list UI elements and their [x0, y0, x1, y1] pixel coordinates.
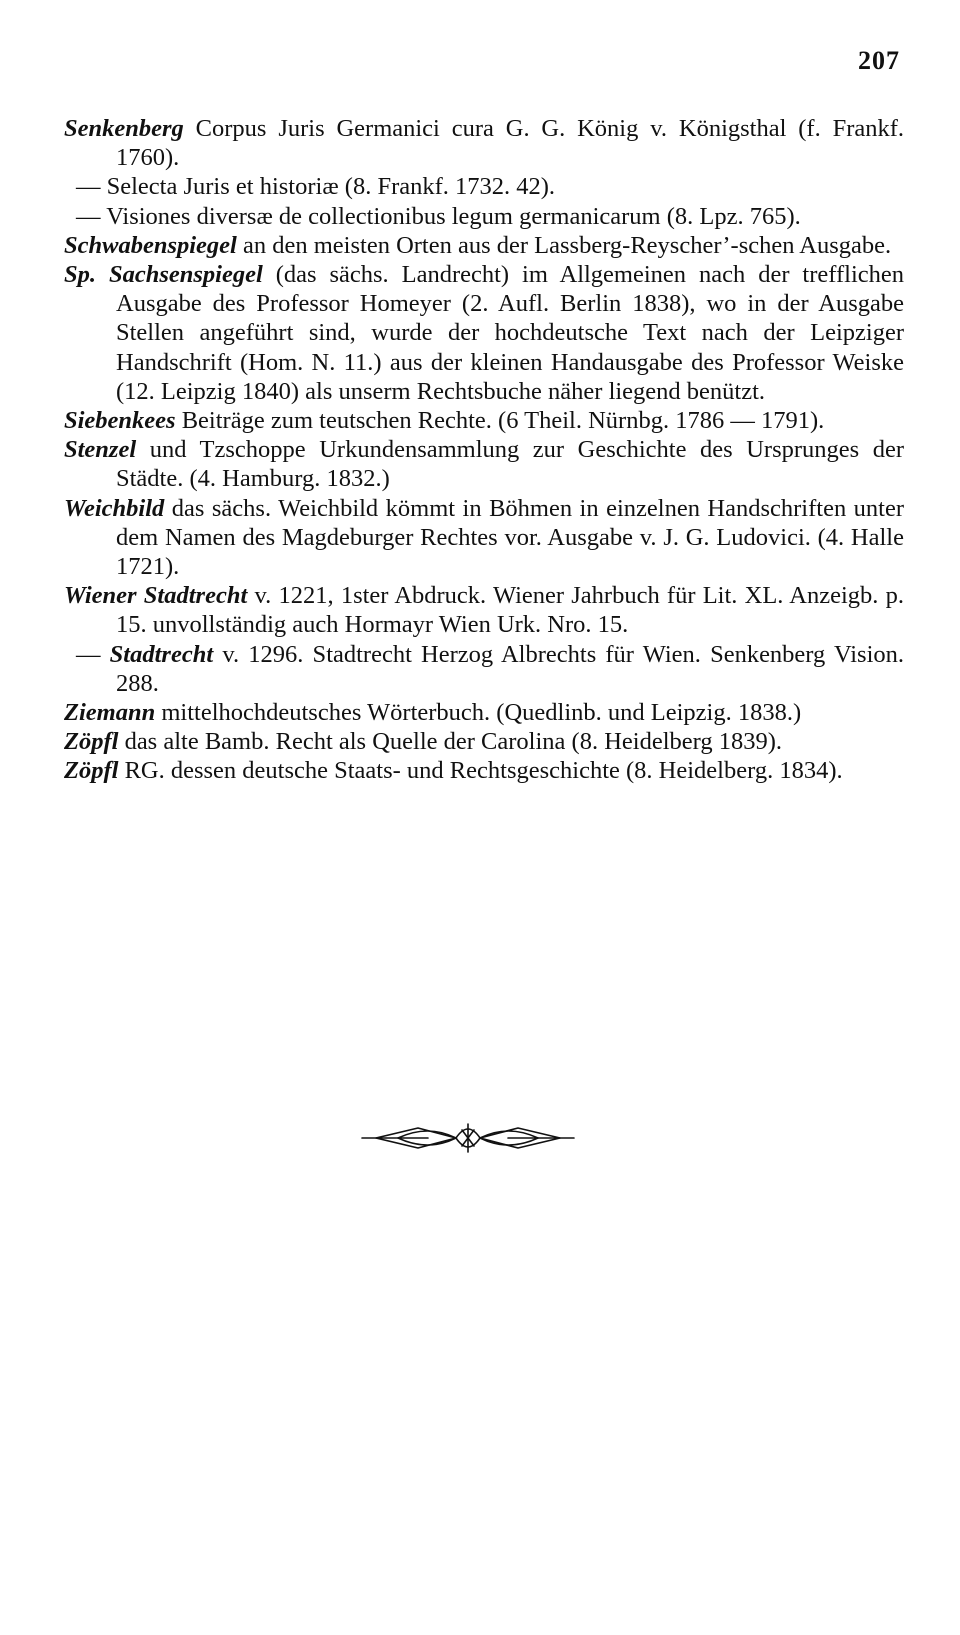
entry-key: Siebenkees: [64, 407, 176, 435]
page-number: 207: [858, 46, 900, 75]
entry-key: Zöpfl: [64, 728, 119, 756]
entry-text: mittelhochdeutsches Wörterbuch. (Quedlinb. und Leipzig. 1838.): [161, 699, 802, 727]
bibliography-entry: [64, 756, 904, 785]
entry-text: Beiträge zum teutschen Rechte. (6 Theil. Nürnbg. 1786 — 1791).: [181, 407, 825, 435]
entry-key: Ziemann: [64, 699, 156, 727]
bibliography-entry: [64, 581, 904, 639]
entry-key: Weichbild: [64, 494, 165, 522]
entry-text: Corpus Juris Germanici cura G. G. König v. Königsthal (f. Frankf. 1760).: [116, 115, 905, 172]
ornamental-divider-icon: [358, 1118, 578, 1158]
bibliography-entry: [64, 114, 904, 172]
bibliography-entry: [64, 494, 904, 582]
entry-text: v. 1296. Stadtrecht Herzog Albrechts für Wien. Senkenberg Vision. 288.: [116, 640, 904, 697]
entry-key: Schwabenspiegel: [64, 231, 237, 259]
entry-text: das alte Bamb. Recht als Quelle der Carolina (8. Heidelberg 1839).: [124, 728, 783, 756]
bibliography-entry: [64, 260, 904, 406]
entry-text: das sächs. Weichbild kömmt in Böhmen in einzelnen Handschriften unter dem Namen des Magdeburger Rechtes vor. Ausgabe v. J. G. Ludovici. (4. Halle 1721).: [116, 494, 905, 581]
entry-text: Visiones diversæ de collectionibus legum germanicarum (8. Lpz. 765).: [106, 202, 801, 230]
bibliography-entry: [64, 435, 904, 493]
entry-text: RG. dessen deutsche Staats- und Rechtsgeschichte (8. Heidelberg. 1834).: [124, 757, 843, 785]
entry-key: Zöpfl: [64, 757, 119, 785]
entry-key: Wiener Stadtrecht: [64, 582, 248, 610]
bibliography-entry: [64, 231, 904, 260]
entry-key: Sp. Sachsenspiegel: [64, 261, 263, 289]
bibliography-entry: [64, 640, 904, 698]
entry-key: Stenzel: [64, 436, 137, 464]
entry-text: an den meisten Orten aus der Lassberg-Reyscher’-schen Ausgabe.: [243, 231, 892, 259]
bibliography-entry: [64, 172, 904, 201]
entry-dash: —: [76, 202, 101, 230]
entry-text: und Tzschoppe Urkundensammlung zur Geschichte des Ursprunges der Städte. (4. Hamburg. 1832.): [116, 436, 904, 493]
entry-key: Senkenberg: [64, 115, 184, 142]
bibliography-entry: [64, 202, 904, 231]
entry-text: v. 1221, 1ster Abdruck. Wiener Jahrbuch für Lit. XL. Anzeigb. p. 15. unvollständig auch Hormayr Wien Urk. Nro. 15.: [116, 582, 904, 639]
entry-dash: —: [76, 640, 101, 668]
entry-key: Stadtrecht: [109, 640, 214, 668]
bibliography-entry: [64, 406, 904, 435]
entry-text: Selecta Juris et historiæ (8. Frankf. 1732. 42).: [106, 173, 556, 201]
bibliography-entry: [64, 727, 904, 756]
entry-text: (das sächs. Landrecht) im Allgemeinen nach der trefflichen Ausgabe des Professor Homeyer (2. Aufl. Berlin 1838), wo in der Ausgabe Stellen angeführt sind, wurde der hochdeutsche Text nach der Leipziger Handschrift (Hom. N. 11.) aus der kleinen Handausgabe des Professor Weiske (12. Leipzig 1840) als unserm Rechtsbuche näher liegend benützt.: [116, 261, 905, 405]
entry-dash: —: [76, 173, 101, 201]
bibliography-list: [64, 114, 904, 786]
bibliography-entry: [64, 698, 904, 727]
